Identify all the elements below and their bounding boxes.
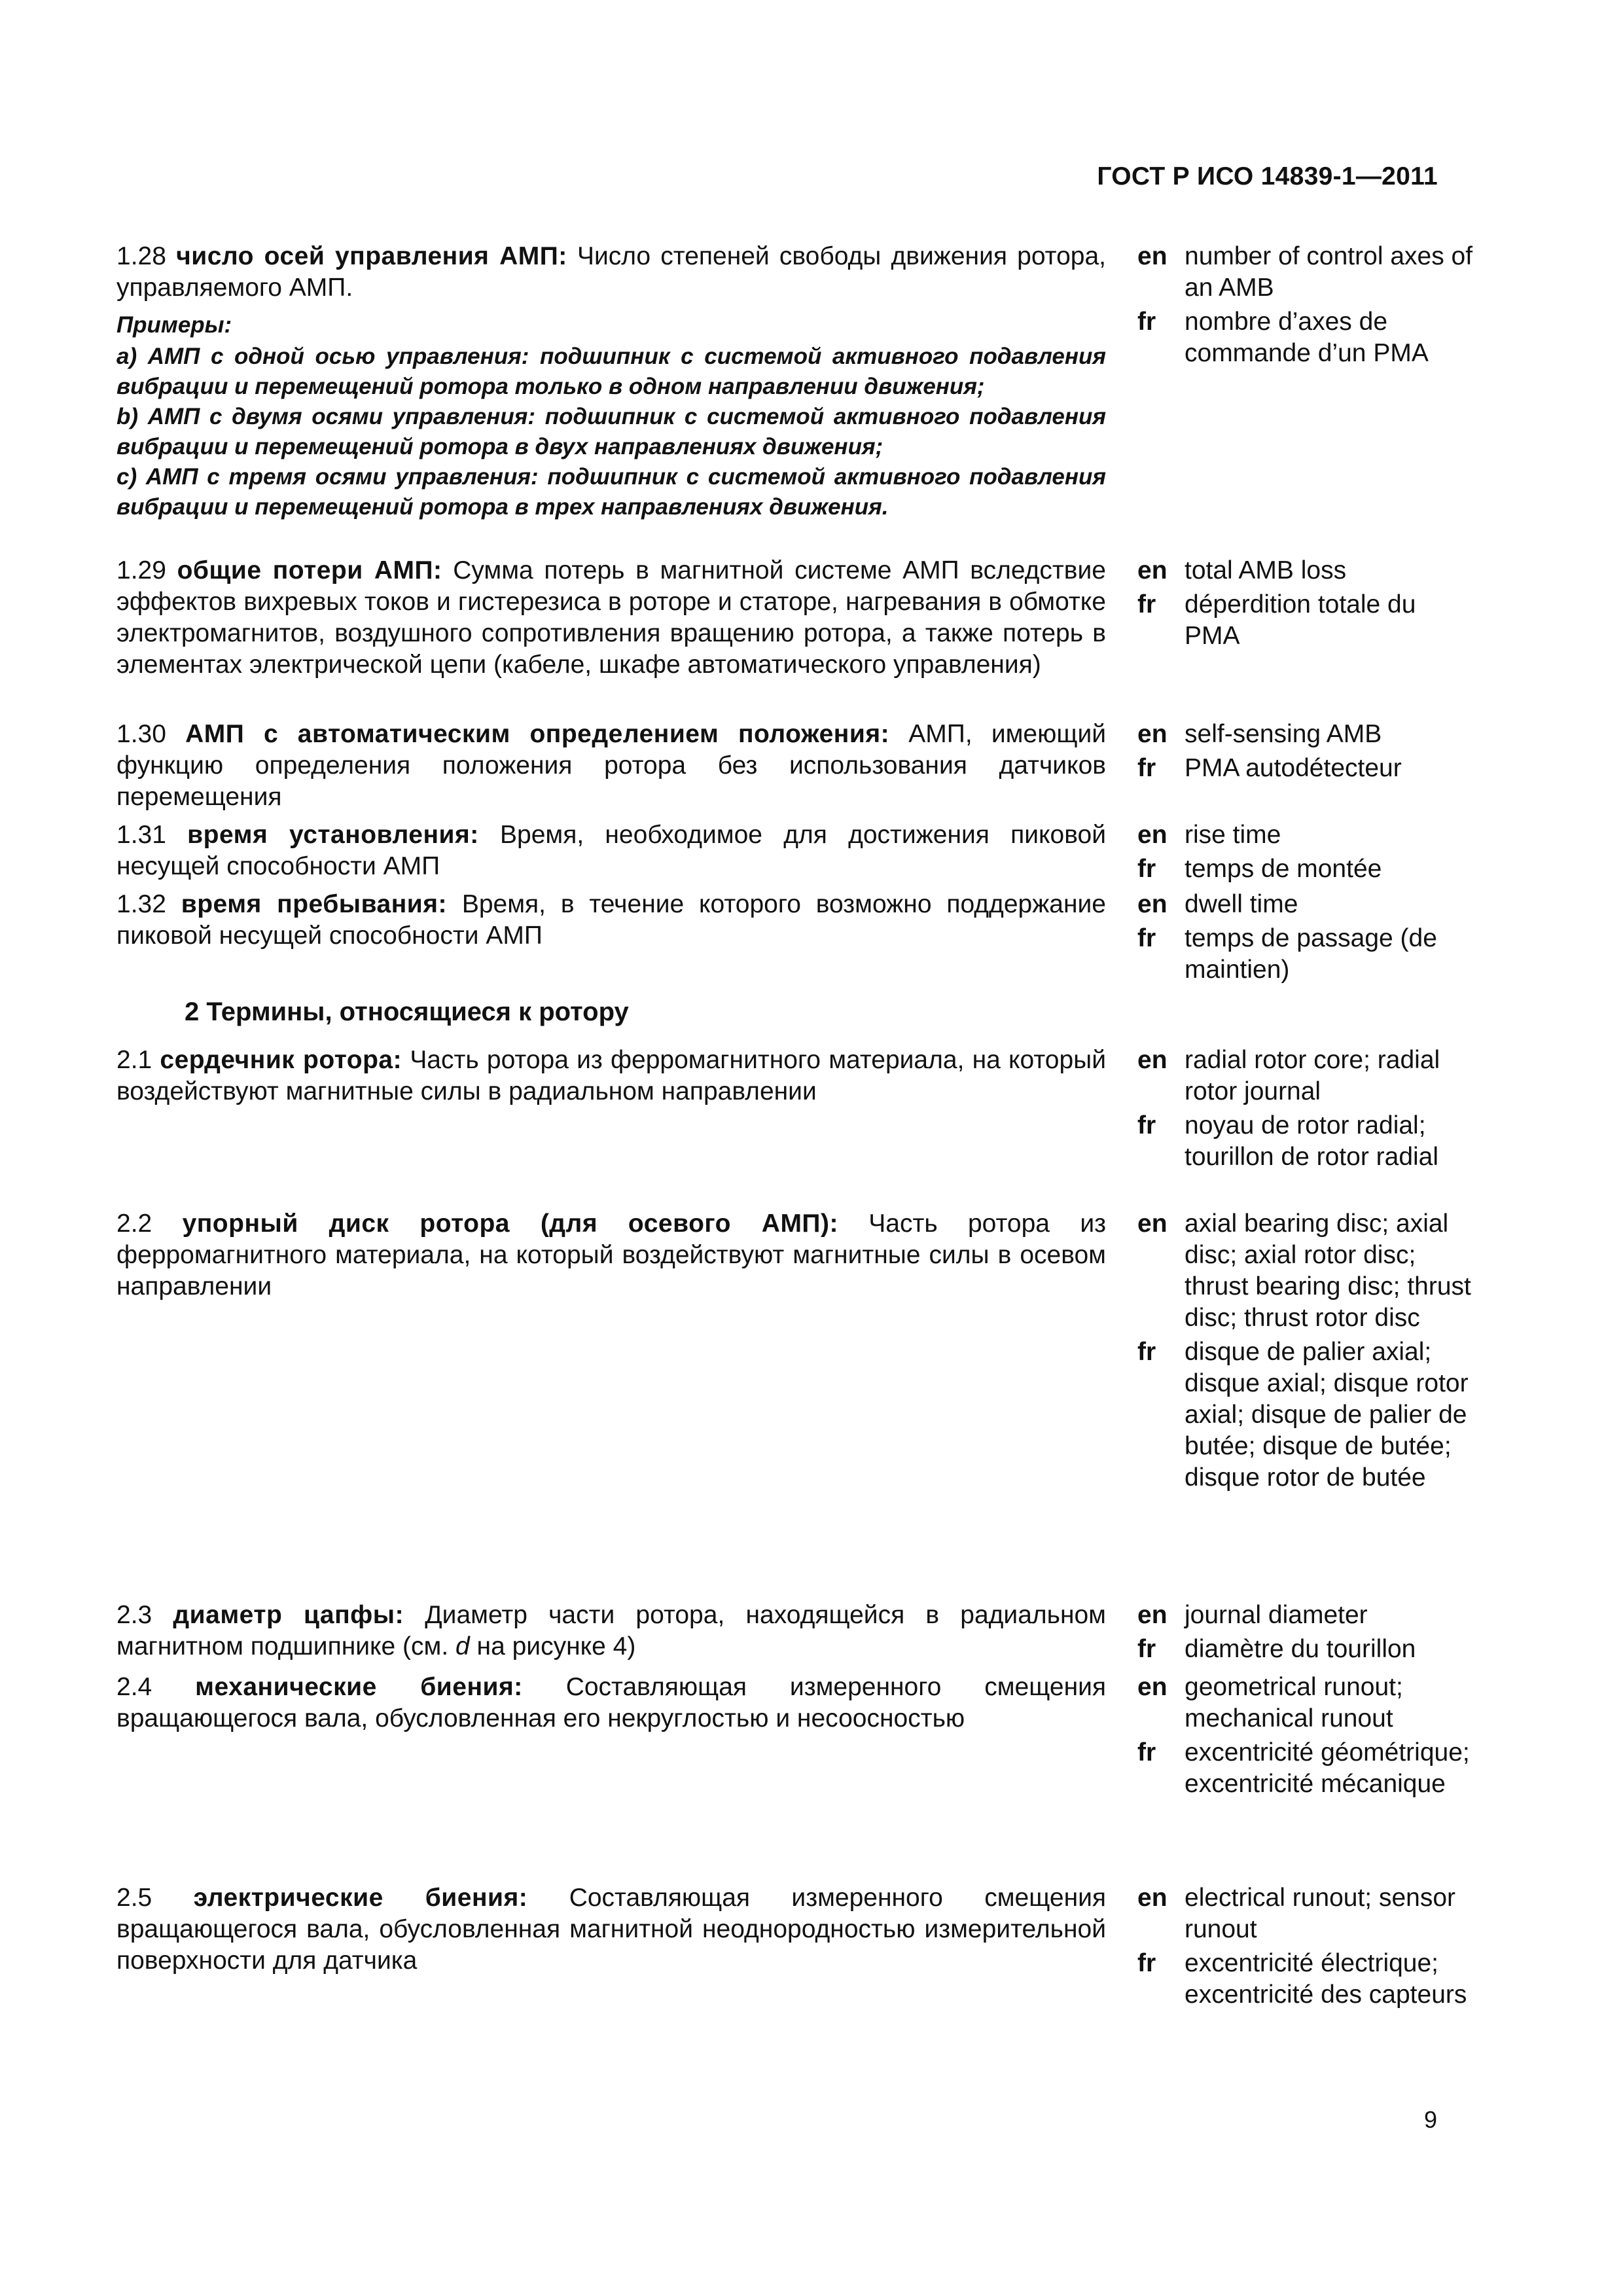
equivalent-text: axial bearing disc; axial disc; axial rotor disc; thrust bearing disc; thrust disc; thrust rotor disc [1185, 1210, 1471, 1332]
term-text: Время, в течение которого возможно поддержание пиковой несущей способности АМП [116, 890, 1106, 950]
equivalent-en [1135, 1672, 1475, 1734]
term-text: Часть ротора из ферромагнитного материала, на который воздействуют магнитные силы в осевом направлении [116, 1210, 1106, 1300]
equivalent-text: excentricité électrique; excentricité des capteurs [1185, 1949, 1467, 2009]
lang-label-fr: fr [1137, 1738, 1156, 1767]
equivalent-fr [1135, 1634, 1475, 1665]
term-title: сердечник ротора: [160, 1046, 402, 1074]
equivalent-en [1135, 1045, 1475, 1107]
equivalent-en [1135, 889, 1475, 920]
equivalent-en [1135, 555, 1475, 586]
term-number: 2.4 [116, 1673, 152, 1701]
equivalent-text: disque de palier axial; disque axial; disque rotor axial; disque de palier de butée; disque de butée; disque rotor de butée [1185, 1338, 1469, 1492]
equivalent-fr [1135, 1737, 1475, 1800]
lang-label-fr: fr [1137, 308, 1156, 336]
term-text-part: Диаметр части ротора, находящейся в радиальном магнитном подшипнике (см. [116, 1601, 1106, 1660]
example-item: а) АМП с одной осью управления: подшипник с системой активного подавления вибрации и перемещений ротора только в одном направлении движения; [116, 344, 1106, 399]
lang-label-en: en [1137, 1673, 1168, 1701]
term-number: 2.1 [116, 1046, 152, 1074]
term-number: 1.30 [116, 720, 166, 748]
equivalent-text: nombre d’axes de commande d’un PMA [1185, 308, 1429, 367]
term-equivalents [1135, 241, 1475, 372]
term-text: Часть ротора из ферромагнитного материала, на который воздействуют магнитные силы в радиальном направлении [116, 1046, 1106, 1105]
term-equivalents [1135, 819, 1475, 888]
equivalent-en [1135, 1600, 1475, 1631]
lang-label-fr: fr [1137, 590, 1156, 619]
term-text: Сумма потерь в магнитной системе АМП вследствие эффектов вихревых токов и гистерезиса в роторе и статоре, нагревания в обмотке электромагнитов, воздушного сопротивления вращению ротора, а также потерь в элементах электрической цепи (кабеле, шкафе автоматического управления) [116, 556, 1106, 679]
term-title: время установления: [187, 821, 479, 849]
equivalent-text: PMA autodétecteur [1185, 754, 1402, 782]
term-title: диаметр цапфы: [173, 1601, 404, 1629]
lang-label-fr: fr [1137, 855, 1156, 883]
term-definition [116, 889, 1106, 952]
term-title: число осей управления АМП: [176, 242, 567, 270]
term-definition [116, 719, 1106, 813]
term-equivalents [1135, 719, 1475, 787]
equivalent-en [1135, 719, 1475, 750]
equivalent-fr [1135, 753, 1475, 784]
term-definition [116, 555, 1106, 681]
term-definition [116, 1208, 1106, 1302]
lang-label-fr: fr [1137, 1635, 1156, 1663]
term-title: время пребывания: [181, 890, 448, 918]
term-equivalents [1135, 1208, 1475, 1496]
term-equivalents [1135, 1882, 1475, 2013]
lang-label-en: en [1137, 1210, 1168, 1238]
lang-label-en: en [1137, 1046, 1168, 1074]
equivalent-text: temps de montée [1185, 855, 1382, 883]
equivalent-text: diamètre du tourillon [1185, 1635, 1416, 1663]
equivalent-fr [1135, 853, 1475, 885]
term-equivalents [1135, 555, 1475, 655]
equivalent-fr [1135, 1336, 1475, 1494]
term-equivalents [1135, 889, 1475, 988]
equivalent-fr [1135, 589, 1475, 652]
equivalent-text: déperdition totale du PMA [1185, 590, 1416, 650]
term-number: 2.2 [116, 1210, 152, 1238]
term-equivalents [1135, 1672, 1475, 1803]
term-definition [116, 1600, 1106, 1662]
term-text: Время, необходимое для достижения пиковой несущей способности АМП [116, 821, 1107, 880]
term-equivalents [1135, 1600, 1475, 1668]
equivalent-text: geometrical runout; mechanical runout [1185, 1673, 1403, 1732]
equivalent-en [1135, 819, 1475, 851]
equivalent-text: noyau de rotor radial; tourillon de rotor radial [1185, 1111, 1439, 1171]
equivalent-fr [1135, 1948, 1475, 2011]
lang-label-fr: fr [1137, 1338, 1156, 1366]
lang-label-en: en [1137, 821, 1168, 849]
equivalent-fr [1135, 923, 1475, 986]
term-definition [116, 1672, 1106, 1734]
equivalent-text: temps de passage (de maintien) [1185, 924, 1437, 984]
lang-label-en: en [1137, 720, 1168, 748]
equivalent-text: dwell time [1185, 890, 1298, 918]
equivalent-text: radial rotor core; radial rotor journal [1185, 1046, 1440, 1105]
examples-block [116, 310, 1106, 522]
lang-label-en: en [1137, 1601, 1168, 1629]
symbol-d: d [455, 1632, 470, 1660]
equivalent-fr [1135, 306, 1475, 369]
term-equivalents [1135, 1045, 1475, 1175]
equivalent-text: excentricité géométrique; excentricité mécanique [1185, 1738, 1470, 1798]
page-number: 9 [1424, 2106, 1438, 2133]
term-text: АМП, имеющий функцию определения положения ротора без использования датчиков перемещения [116, 720, 1107, 811]
lang-label-en: en [1137, 556, 1168, 584]
equivalent-text: total AMB loss [1185, 556, 1347, 584]
term-title: АМП с автоматическим определением положения: [185, 720, 890, 748]
example-item: c) АМП с тремя осями управления: подшипник с системой активного подавления вибрации и перемещений ротора в трех направлениях движения. [116, 464, 1106, 520]
term-number: 1.31 [116, 821, 166, 849]
equivalent-text: rise time [1185, 821, 1281, 849]
term-title: электрические биения: [193, 1884, 528, 1912]
examples-title: Примеры: [116, 312, 232, 338]
lang-label-en: en [1137, 242, 1168, 270]
term-definition [116, 1882, 1106, 1977]
equivalent-en [1135, 1208, 1475, 1334]
term-text: Составляющая измеренного смещения вращающегося вала, обусловленная его некруглостью и несоосностью [116, 1673, 1107, 1732]
term-definition [116, 1045, 1106, 1107]
term-number: 2.5 [116, 1884, 152, 1912]
lang-label-fr: fr [1137, 924, 1156, 952]
term-title: общие потери АМП: [177, 556, 442, 584]
term-title: механические биения: [195, 1673, 523, 1701]
equivalent-fr [1135, 1110, 1475, 1173]
example-item: b) АМП с двумя осями управления: подшипник с системой активного подавления вибрации и перемещений ротора в двух направлениях движения; [116, 404, 1106, 459]
equivalent-en [1135, 241, 1475, 304]
section-heading: 2 Термины, относящиеся к ротору [185, 997, 629, 1026]
term-text-part: на рисунке 4) [469, 1632, 636, 1660]
equivalent-en [1135, 1882, 1475, 1945]
term-definition [116, 241, 1106, 522]
term-text: Число степеней свободы движения ротора, управляемого АМП. [116, 242, 1106, 302]
equivalent-text: number of control axes of an AMB [1185, 242, 1473, 302]
lang-label-en: en [1137, 890, 1168, 918]
term-title: упорный диск ротора (для осевого АМП): [182, 1210, 838, 1238]
term-number: 1.29 [116, 556, 166, 584]
lang-label-fr: fr [1137, 754, 1156, 782]
document-code: ГОСТ Р ИСО 14839-1—2011 [1097, 162, 1438, 190]
term-number: 1.28 [116, 242, 166, 270]
equivalent-text: electrical runout; sensor runout [1185, 1884, 1456, 1943]
term-definition [116, 819, 1106, 882]
lang-label-fr: fr [1137, 1949, 1156, 1977]
equivalent-text: journal diameter [1185, 1601, 1368, 1629]
lang-label-en: en [1137, 1884, 1168, 1912]
term-number: 1.32 [116, 890, 166, 918]
equivalent-text: self-sensing AMB [1185, 720, 1382, 748]
lang-label-fr: fr [1137, 1111, 1156, 1139]
term-number: 2.3 [116, 1601, 152, 1629]
term-text: Составляющая измеренного смещения вращающегося вала, обусловленная магнитной неоднородностью измерительной поверхности для датчика [116, 1884, 1107, 1975]
